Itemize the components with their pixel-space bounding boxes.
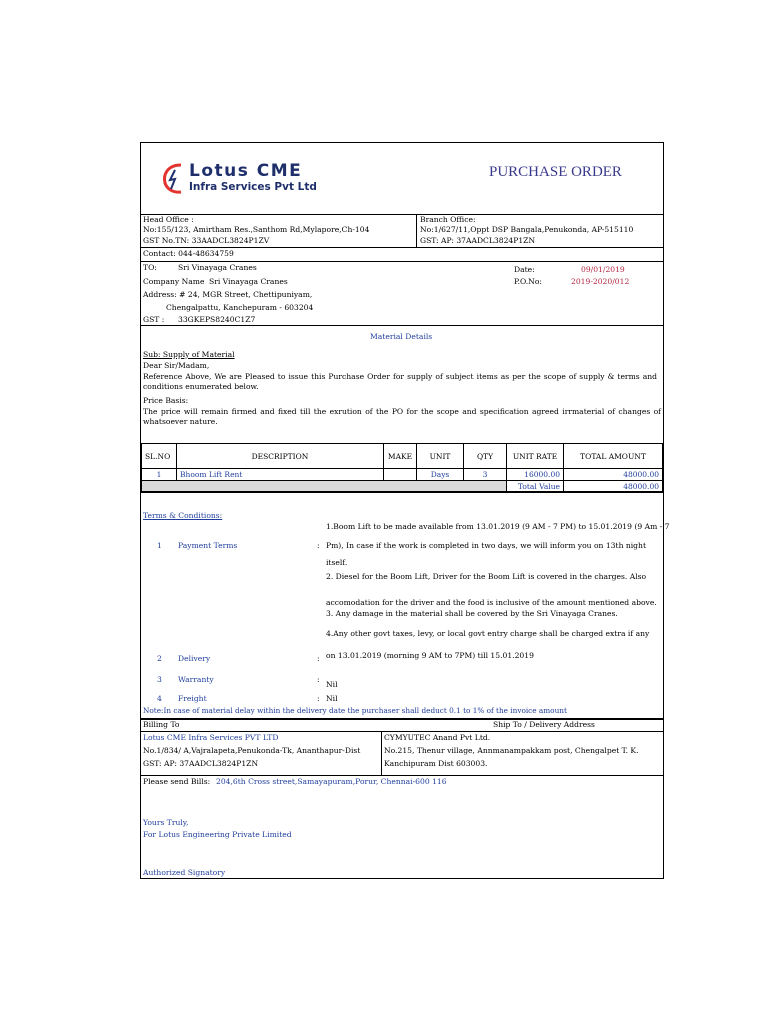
po-number-label: P.O.No: bbox=[514, 277, 542, 286]
payment-terms-line2: Pm), In case if the work is completed in two days, we will inform you on 13th night bbox=[326, 541, 646, 550]
company-name-label: Company Name bbox=[143, 277, 205, 286]
payment-terms-line1: 1.Boom Lift to be made available from 13.01.2019 (9 AM - 7 PM) to 15.01.2019 (9 Am - 7 bbox=[326, 522, 670, 531]
payment-terms-colon: : bbox=[317, 541, 320, 550]
send-bills-label: Please send Bills: bbox=[143, 777, 211, 786]
freight-value: Nil bbox=[326, 694, 338, 703]
closing-company: For Lotus Engineering Private Limited bbox=[143, 830, 292, 839]
cell-unit: Days bbox=[417, 469, 464, 481]
terms-heading: Terms & Conditions: bbox=[143, 511, 223, 520]
ship-address-line2: Kanchipuram Dist 603003. bbox=[384, 759, 488, 768]
payment-terms-line4: 2. Diesel for the Boom Lift, Driver for the Boom Lift is covered in the charges. Also bbox=[326, 572, 647, 581]
total-value-amount: 48000.00 bbox=[564, 481, 663, 493]
head-office-address: No:155/123, Amirtham Res.,Santhom Rd,Mylapore,Ch-104 bbox=[143, 225, 370, 234]
payment-terms-line6: 3. Any damage in the material shall be covered by the Sri Vinayaga Cranes. bbox=[326, 609, 618, 618]
delivery-label: Delivery bbox=[178, 654, 211, 663]
subject-line: Sub: Supply of Material bbox=[143, 350, 235, 359]
closing-yours: Yours Truly, bbox=[143, 818, 189, 827]
billing-address: No.1/834/ A,Vajralapeta,Penukonda-Tk, Ananthapur-Dist bbox=[143, 746, 361, 755]
to-value: Sri Vinayaga Cranes bbox=[178, 263, 257, 272]
date-value: 09/01/2019 bbox=[581, 265, 625, 274]
payment-terms-number: 1 bbox=[157, 541, 162, 550]
logo-title: Lotus CME bbox=[189, 161, 303, 181]
head-office-gst: GST No.TN: 33AADCL3824P1ZV bbox=[143, 236, 270, 245]
delivery-value: on 13.01.2019 (morning 9 AM to 7PM) till 15.01.2019 bbox=[326, 651, 534, 660]
company-logo bbox=[161, 161, 351, 197]
document-title: PURCHASE ORDER bbox=[489, 164, 622, 180]
billing-to-label: Billing To bbox=[143, 720, 180, 729]
col-header-qty: QTY bbox=[464, 444, 507, 469]
vendor-gst-value: 33GKEPS8240C1Z7 bbox=[178, 315, 256, 324]
billing-gst: GST: AP: 37AADCL3824P1ZN bbox=[143, 759, 259, 768]
company-name-value: Sri Vinayaga Cranes bbox=[209, 277, 288, 286]
warranty-colon: : bbox=[317, 675, 320, 684]
warranty-number: 3 bbox=[157, 675, 162, 684]
po-number-value: 2019-2020/012 bbox=[571, 277, 630, 286]
cell-total-amount: 48000.00 bbox=[564, 469, 663, 481]
salutation: Dear Sir/Madam, bbox=[143, 361, 210, 370]
logo-subtitle: Infra Services Pvt Ltd bbox=[189, 181, 317, 193]
authorized-signatory: Authorized Signatory bbox=[143, 868, 226, 877]
table-row bbox=[142, 469, 663, 481]
items-table bbox=[141, 443, 663, 493]
branch-office-address: No:1/627/11,Oppt DSP Bangala,Penukonda, AP-515110 bbox=[420, 225, 634, 234]
cell-qty: 3 bbox=[464, 469, 507, 481]
col-header-description: DESCRIPTION bbox=[177, 444, 384, 469]
delivery-number: 2 bbox=[157, 654, 162, 663]
freight-label: Freight bbox=[178, 694, 207, 703]
total-value-label: Total Value bbox=[507, 481, 564, 493]
warranty-label: Warranty bbox=[178, 675, 214, 684]
price-basis-label: Price Basis: bbox=[143, 396, 189, 405]
vendor-gst-label: GST : bbox=[143, 315, 165, 324]
branch-office-label: Branch Office: bbox=[420, 215, 476, 224]
col-header-total-amount: TOTAL AMOUNT bbox=[564, 444, 663, 469]
branch-office-gst: GST: AP: 37AADCL3824P1ZN bbox=[420, 236, 536, 245]
date-label: Date: bbox=[514, 265, 535, 274]
cell-unit-rate: 16000.00 bbox=[507, 469, 564, 481]
col-header-make: MAKE bbox=[384, 444, 417, 469]
material-details-heading: Material Details bbox=[370, 332, 433, 341]
vendor-address-line1: Address: # 24, MGR Street, Chettipuniyam, bbox=[143, 290, 313, 299]
cell-make bbox=[384, 469, 417, 481]
send-bills-address: 204,6th Cross street,Samayapuram,Porur, Chennai-600 116 bbox=[216, 777, 447, 786]
ship-address-line1: No.215, Thenur village, Annmanampakkam post, Chengalpet T. K. bbox=[384, 746, 639, 755]
ship-name: CYMYUTEC Anand Pvt Ltd. bbox=[384, 733, 491, 742]
payment-terms-line5: accomodation for the driver and the food is inclusive of the amount mentioned above. bbox=[326, 598, 657, 607]
col-header-unit: UNIT bbox=[417, 444, 464, 469]
col-header-slno: SL.NO bbox=[142, 444, 177, 469]
cell-description: Bhoom Lift Rent bbox=[177, 469, 384, 481]
delay-note: Note:In case of material delay within the delivery date the purchaser shall deduct 0.1 to 1% of the invoice amount bbox=[143, 706, 567, 715]
to-label: TO: bbox=[143, 263, 157, 272]
material-body-1: Reference Above, We are Pleased to issue this Purchase Order for supply of subject items as per the scope of supply & terms and conditions enumerated below. bbox=[143, 372, 657, 391]
freight-colon: : bbox=[317, 694, 320, 703]
purchase-order-sheet bbox=[140, 142, 670, 879]
warranty-value: Nil bbox=[326, 680, 338, 689]
table-header-row bbox=[142, 444, 663, 469]
delivery-colon: : bbox=[317, 654, 320, 663]
cell-slno: 1 bbox=[142, 469, 177, 481]
ship-to-label: Ship To / Delivery Address bbox=[493, 720, 595, 729]
head-office-label: Head Office : bbox=[143, 215, 194, 224]
freight-number: 4 bbox=[157, 694, 162, 703]
material-body-2: The price will remain firmed and fixed till the exrution of the PO for the scope and specification agreed irrmaterial of changes of whatsoever nature. bbox=[143, 407, 661, 426]
col-header-unit-rate: UNIT RATE bbox=[507, 444, 564, 469]
payment-terms-line7: 4.Any other govt taxes, levy, or local govt entry charge shall be charged extra if any bbox=[326, 629, 650, 638]
billing-name: Lotus CME Infra Services PVT LTD bbox=[143, 733, 279, 742]
payment-terms-line3: itself. bbox=[326, 558, 348, 567]
contact-number: Contact: 044-48634759 bbox=[143, 249, 234, 258]
payment-terms-label: Payment Terms bbox=[178, 541, 238, 550]
vendor-address-line2: Chengalpattu, Kanchepuram - 603204 bbox=[166, 303, 314, 312]
lotus-swoosh-icon bbox=[161, 161, 187, 195]
